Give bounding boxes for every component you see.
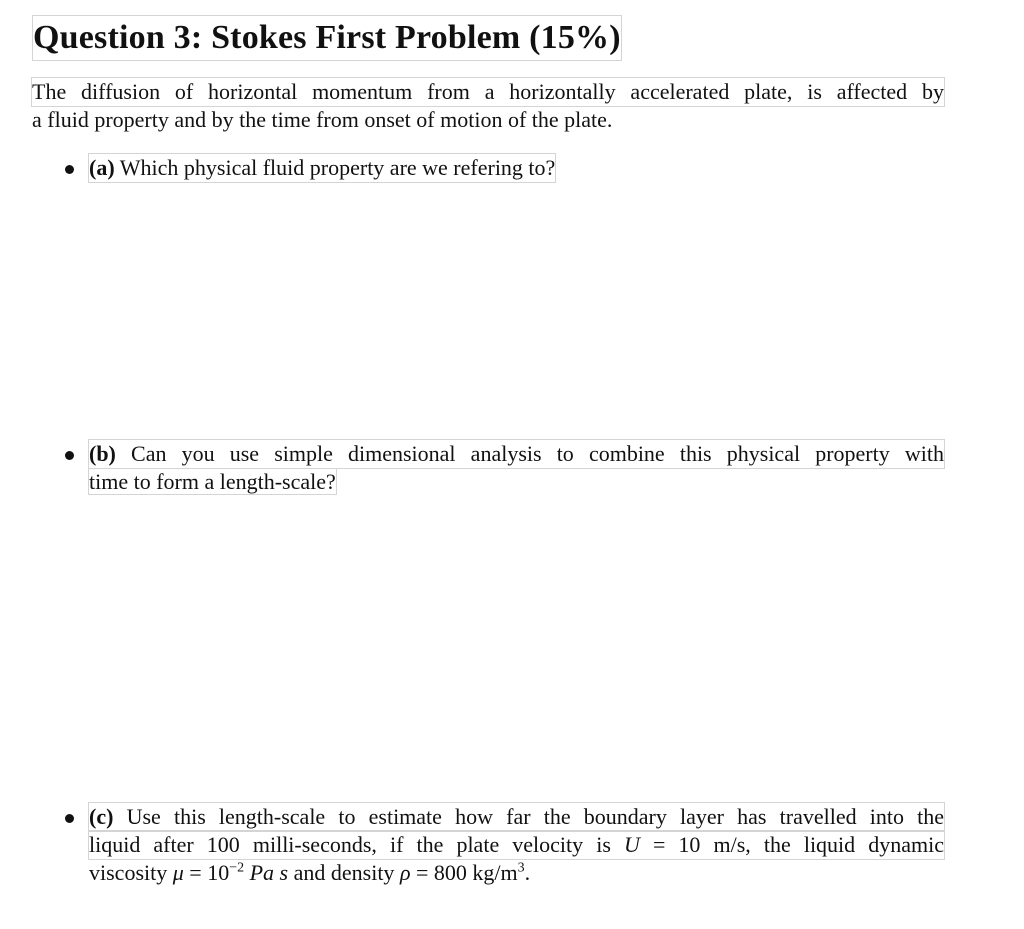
item-a-line (89, 154, 555, 182)
item-a-text: Which physical fluid property are we refering to? (119, 155, 556, 180)
item-c-text-1: Use this length-scale to estimate how far the boundary layer has travelled into the (126, 804, 945, 829)
item-c-text-2a: liquid after 100 milli-seconds, if the plate velocity is (89, 832, 624, 857)
item-c-line-3 (89, 859, 944, 887)
item-c-line-1 (89, 803, 944, 831)
item-b-line-2: time to form a length-scale? (89, 469, 336, 494)
item-b-body (89, 440, 944, 496)
bullet-icon (65, 814, 74, 823)
item-c-text-3c: and density (288, 860, 400, 885)
item-c-label: (c) (89, 804, 114, 829)
item-c-line-2 (89, 831, 944, 859)
exponent-cubed: 3 (517, 860, 525, 876)
item-c-text-2b: = 10 m/s, the liquid dynamic (639, 832, 944, 857)
intro-line-2: a fluid property and by the time from onset of motion of the plate. (32, 107, 613, 132)
velocity-symbol: U (623, 832, 640, 857)
intro-paragraph (32, 78, 944, 134)
item-c-body (89, 803, 944, 887)
item-c-text-3d: = 800 kg/m (410, 860, 518, 885)
item-b-label: (b) (89, 441, 116, 466)
exponent: −2 (229, 860, 245, 876)
item-a-label: (a) (89, 155, 115, 180)
bullet-icon (65, 165, 74, 174)
item-a-body (89, 154, 944, 182)
item-c-text-3b: = 10 (183, 860, 230, 885)
unit-pa-s: Pa s (244, 860, 289, 885)
item-c-period: . (524, 860, 531, 885)
bullet-icon (65, 451, 74, 460)
item-c-text-3a: viscosity (89, 860, 173, 885)
item-b-text-1: Can you use simple dimensional analysis to combine this physical property with (131, 441, 944, 466)
question-title: Question 3: Stokes First Problem (15%) (33, 16, 621, 60)
density-symbol: ρ (399, 860, 411, 885)
viscosity-symbol: μ (172, 860, 184, 885)
item-b-line-1 (89, 440, 944, 468)
intro-line-1: The diffusion of horizontal momentum from a horizontally accelerated plate, is affected by (32, 79, 944, 104)
